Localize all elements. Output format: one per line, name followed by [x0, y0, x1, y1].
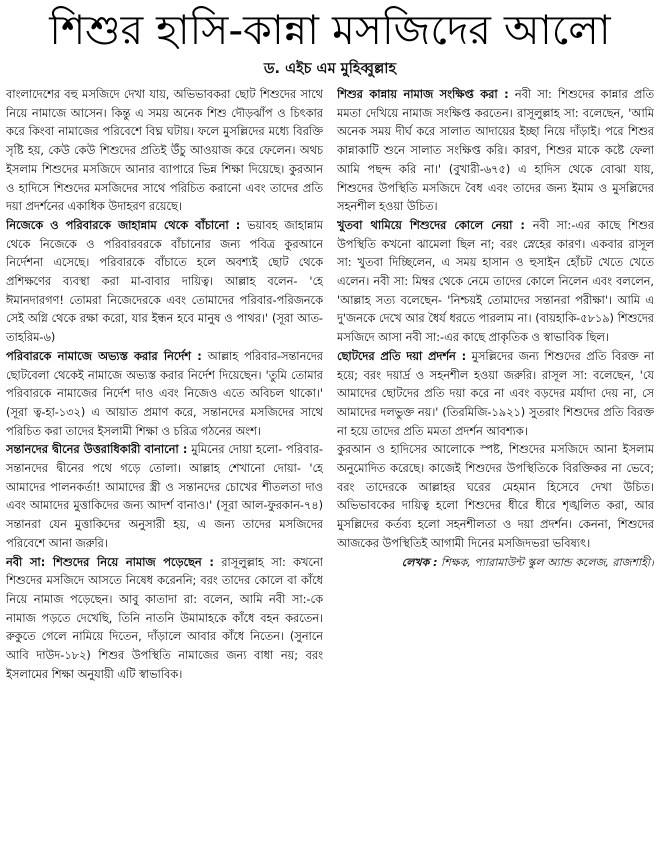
column-right — [337, 86, 654, 838]
paragraph-text: রাসূলুল্লাহ সা: কখনো শিশুদের মসজিদে আসতে নিষেধ করেননি; বরং তাদের কোলে বা কাঁধে নিয়ে নামাজ পড়েছেন। আবু কাতাদা রা: বলেন, আমি নবী সা:-কে নামাজ পড়তে দেখেছি, তিনি নাতনি উমামাহকে কাঁধে বহন করতেন। রুকুতে গেলে নামিয়ে দিতেন, দাঁড়ালে আবার কাঁধে নিতেন। (সুনানে আবি দাউদ-১৮২) শিশুর উপস্থিতি নামাজের জন্য বাধা নয়; বরং ইসলামের শিক্ষা অনুযায়ী এটি স্বাভাবিক। — [6, 555, 323, 681]
paragraph-intro — [6, 86, 323, 217]
article-body — [6, 86, 654, 838]
section-heading: শিশুর কান্নায় নামাজ সংক্ষিপ্ত করা : — [337, 88, 509, 101]
paragraph-section — [6, 441, 323, 553]
paragraph-text: নবী সা:-এর কাছে শিশুর উপস্থিতি কখনো ঝামেলা ছিল না; বরং স্নেহের কারণ। একবার রাসূল সা: খুতবা দিচ্ছিলেন, এ সময় হাসান ও হুসাইন হোঁচট খেতে খেতে এলেন। নবী সা: মিম্বর থেকে নেমে তাদের কোলে নিলেন এবং বললেন, 'আল্লাহ সত্য বলেছেন- 'নিশ্চয়ই তোমাদের সন্তানরা পরীক্ষা'। আমি এ দু'জনকে দেখে আর ধৈর্য ধরতে পারলাম না। (বায়হাকি-৫৮১৯) শিশুদের মসজিদে আসা নবী সা:-এর কাছে প্রাকৃতিক ও স্বাভাবিক ছিল। — [337, 218, 654, 345]
section-heading: সন্তানদের দ্বীনের উত্তরাধিকারী বানানো : — [6, 443, 188, 457]
paragraph-text: ভয়াবহ জাহান্নাম থেকে নিজেকে ও পরিবারবরকে বাঁচানোর জন্য পবিত্র কুরআনে নির্দেশনা এসেছে। পরিবারকে বাঁচাতে হলে অবশ্যই ছোট থেকে প্রশিক্ষণের ব্যবস্থা করা মা-বাবার দায়িত্ব। আল্লাহ বলেন- 'হে ঈমানদারগণ! তোমরা নিজেদেরকে এবং তোমাদের পরিবার-পরিজনকে সেই অগ্নি থেকে রক্ষা করো, যার ইন্ধন হবে মানুষ ও পাথর।' (সূরা আত-তাহরিম-৬) — [6, 218, 323, 345]
paragraph-conclusion — [337, 441, 654, 553]
paragraph-text: মুসল্লিদের জন্য শিশুদের প্রতি বিরক্ত না হয়ে; বরং দয়ার্দ্র ও সহনশীল হওয়া জরুরি। রাসূল সা: বলেছেন, 'যে আমাদের ছোটদের প্রতি দয়া করে না এবং বড়দের মর্যাদা দেয় না, সে আমাদের দলভুক্ত নয়।' (তিরমিজি-১৯২১) সুতরাং শিশুদের প্রতি বিরক্ত না হয়ে তাদের প্রতি মমতা প্রদর্শন আবশ্যক। — [337, 349, 654, 438]
paragraph-text: কুরআন ও হাদিসের আলোকে স্পষ্ট, শিশুদের মসজিদে আনা ইসলাম অনুমোদিত করেছে। কাজেই শিশুদের উপস্থিতিকে বিরক্তিকর না ভেবে; বরং তাদেরকে আল্লাহর ঘরের মেহমান হিসেবে দেখা উচিত। অভিভাবকের দায়িত্ব হলো শিশুদের ধীরে ধীরে শৃঙ্খলিত করা, আর মুসল্লিদের কর্তব্য হলো সহনশীলতা ও দয়া প্রদর্শন। কেননা, শিশুদের আজকের উপস্থিতিই আগামী দিনের মসজিদভরা ভবিষ্যৎ। — [337, 443, 654, 550]
paragraph-section — [337, 86, 654, 217]
author-note-label: লেখক : — [401, 555, 438, 569]
article-author: ড. এইচ এম মুহিব্বুল্লাহ — [263, 61, 397, 77]
section-heading: পরিবারকে নামাজে অভ্যস্ত করার নির্দেশ : — [6, 349, 202, 363]
author-note — [337, 554, 654, 573]
paragraph-text: বাংলাদেশের বহু মসজিদে দেখা যায়, অভিভাবকরা ছোট শিশুদের সাথে নিয়ে নামাজে আসেন। কিন্তু এ সময় অনেক শিশু দৌড়ঝাঁপ ও চিৎকার করে কিংবা নামাজের পরিবেশে বিঘ্ন ঘটায়। ফলে মুসল্লিদের মধ্যে বিরক্তি সৃষ্টি হয়, কেউ কেউ শিশুদের প্রতিই উঁচু আওয়াজ করে ফেলেন। অথচ ইসলাম শিশুদের মসজিদে আনার ব্যাপারে ভিন্ন শিক্ষা দিয়েছে। কুরআন ও হাদিসে শিশুদের মসজিদের সাথে পরিচিত করানো এবং তাদের প্রতি দয়া প্রদর্শনের একাধিক উদাহরণ রয়েছে। — [6, 88, 323, 214]
paragraph-section — [337, 348, 654, 442]
section-heading: খুতবা থামিয়ে শিশুদের কোলে নেয়া : — [337, 218, 525, 232]
paragraph-section — [337, 217, 654, 348]
column-left — [6, 86, 323, 838]
paragraph-section — [6, 554, 323, 685]
paragraph-section — [6, 348, 323, 442]
section-heading: নবী সা: শিশুদের নিয়ে নামাজ পড়েছেন : — [6, 555, 214, 569]
article-title: শিশুর হাসি-কান্না মসজিদের আলো — [49, 6, 611, 54]
author-note-text: শিক্ষক, প্যারামাউন্ট স্কুল অ্যান্ড কলেজ, রাজশাহী। — [441, 555, 654, 569]
paragraph-section — [6, 217, 323, 348]
section-heading: নিজেকে ও পরিবারকে জাহান্নাম থেকে বাঁচানো : — [6, 218, 241, 232]
paragraph-text: মুমিনের দোয়া হলো- পরিবার-সন্তানদের দ্বীনের পথে গড়ে তোলা। আল্লাহ শেখানো দোয়া- 'হে আমাদের পালনকর্তা! আমাদের স্ত্রী ও সন্তানদের চোখের শীতলতা দাও এবং আমাদের মুত্তাকিদের জন্য আদর্শ বানাও।' (সূরা আল-ফুরকান-৭৪) সন্তানরা যেন মুত্তাকিদের অনুসারী হয়, এ জন্য তাদের মসজিদের পরিবেশে আনা জরুরি। — [6, 443, 323, 550]
section-heading: ছোটদের প্রতি দয়া প্রদর্শন : — [337, 349, 467, 363]
paragraph-text: আল্লাহ পরিবার-সন্তানদের ছোটবেলা থেকেই নামাজে অভ্যস্ত করার নির্দেশ দিয়েছেন। 'তুমি তোমার পরিবারকে নামাজের নির্দেশ দাও এবং নিজেও এতে অবিচল থাকো।' (সূরা ত্ব-হা-১৩২) এ আয়াত প্রমাণ করে, সন্তানদের মসজিদের সাথে পরিচিত করা তাদের ইসলামী শিক্ষা ও চরিত্র গঠনের অংশ। — [6, 349, 323, 438]
paragraph-text: নবী সা: শিশুদের কান্নার প্রতি মমতা দেখিয়ে নামাজ সংক্ষিপ্ত করতেন। রাসূলুল্লাহ সা: বলেছেন, 'আমি অনেক সময় দীর্ঘ করে সালাত আদায়ের ইচ্ছা নিয়ে দাঁড়াই। পরে শিশুর কান্নাকাটি শুনে সালাত সংক্ষিপ্ত করি। কারণ, শিশুর মাকে কষ্টে ফেলা আমি পছন্দ করি না।' (বুখারী-৬৭৫) এ হাদিস থেকে বোঝা যায়, শিশুদের উপস্থিতি মসজিদে বৈধ এবং তাদের জন্য ইমাম ও মুসল্লিদের সহনশীল হওয়া উচিত। — [337, 88, 654, 214]
